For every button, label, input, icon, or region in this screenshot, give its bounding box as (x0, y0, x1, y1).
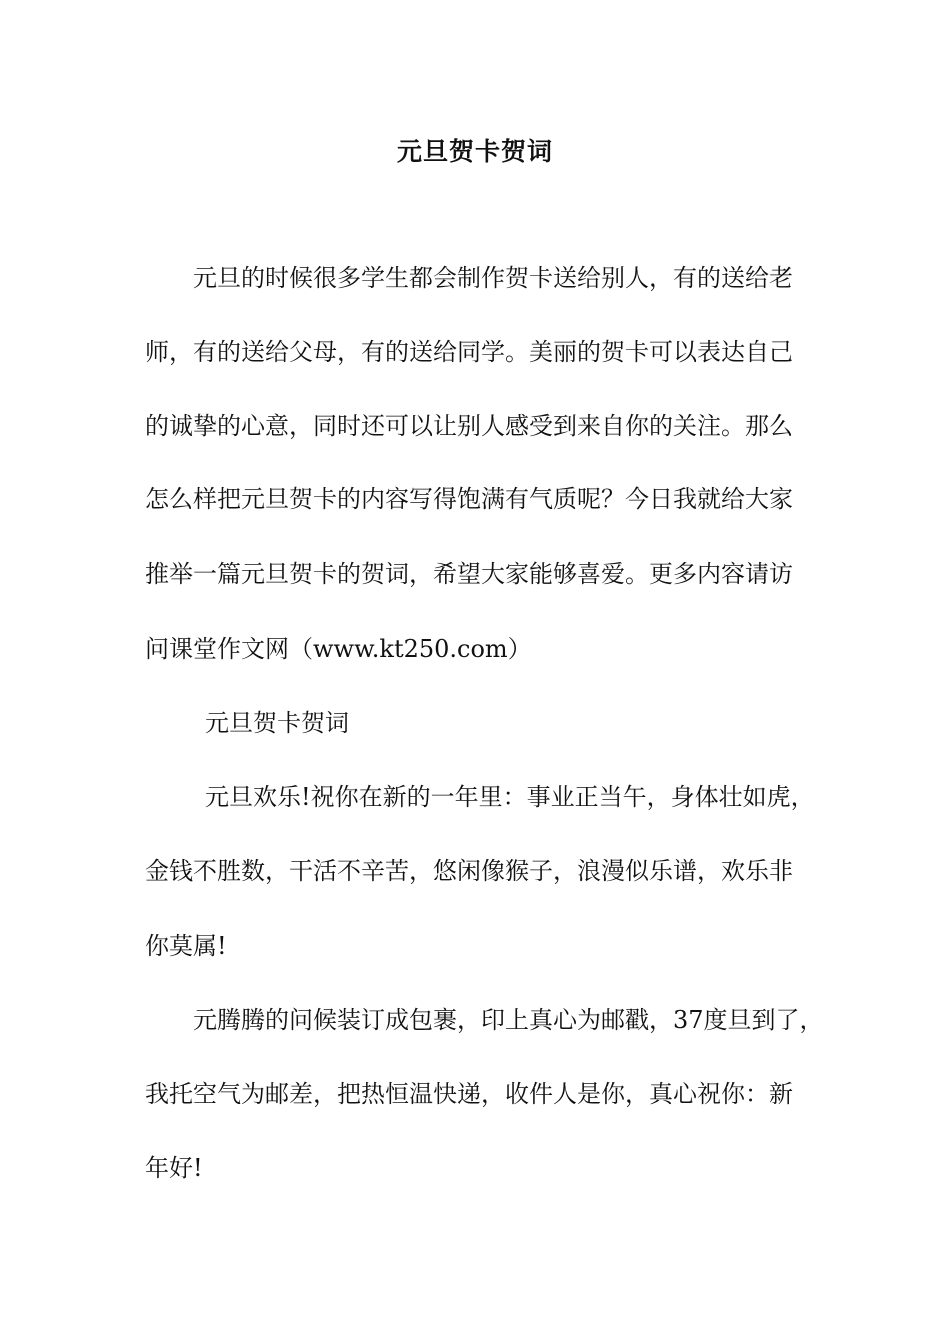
section-heading: 元旦贺卡贺词 (205, 709, 349, 737)
greeting-1-line-2: 金钱不胜数，干活不辛苦，悠闲像猴子，浪漫似乐谱，欢乐非 (145, 857, 793, 885)
document-title: 元旦贺卡贺词 (396, 137, 553, 166)
paragraph-1-line-4: 怎么样把元旦贺卡的内容写得饱满有气质呢？今日我就给大家 (145, 485, 793, 513)
greeting-2-line-3: 年好! (145, 1154, 203, 1182)
paragraph-1-line-2: 师，有的送给父母，有的送给同学。美丽的贺卡可以表达自己 (145, 338, 793, 366)
paragraph-1-line-3: 的诚挚的心意，同时还可以让别人感受到来自你的关注。那么 (145, 412, 793, 440)
greeting-2-line-1: 元腾腾的问候装订成包裹，印上真心为邮戳，37度旦到了， (193, 1006, 824, 1034)
paragraph-1-line-5: 推举一篇元旦贺卡的贺词，希望大家能够喜爱。更多内容请访 (145, 560, 793, 588)
paragraph-1-line-1: 元旦的时候很多学生都会制作贺卡送给别人，有的送给老 (193, 264, 793, 292)
greeting-1-line-3: 你莫属! (145, 932, 227, 960)
greeting-2-line-2: 我托空气为邮差，把热恒温快递，收件人是你，真心祝你：新 (145, 1080, 793, 1108)
greeting-1-line-1: 元旦欢乐!祝你在新的一年里：事业正当午，身体壮如虎， (205, 783, 815, 811)
paragraph-1-line-6: 问课堂作文网（www.kt250.com） (145, 635, 532, 663)
